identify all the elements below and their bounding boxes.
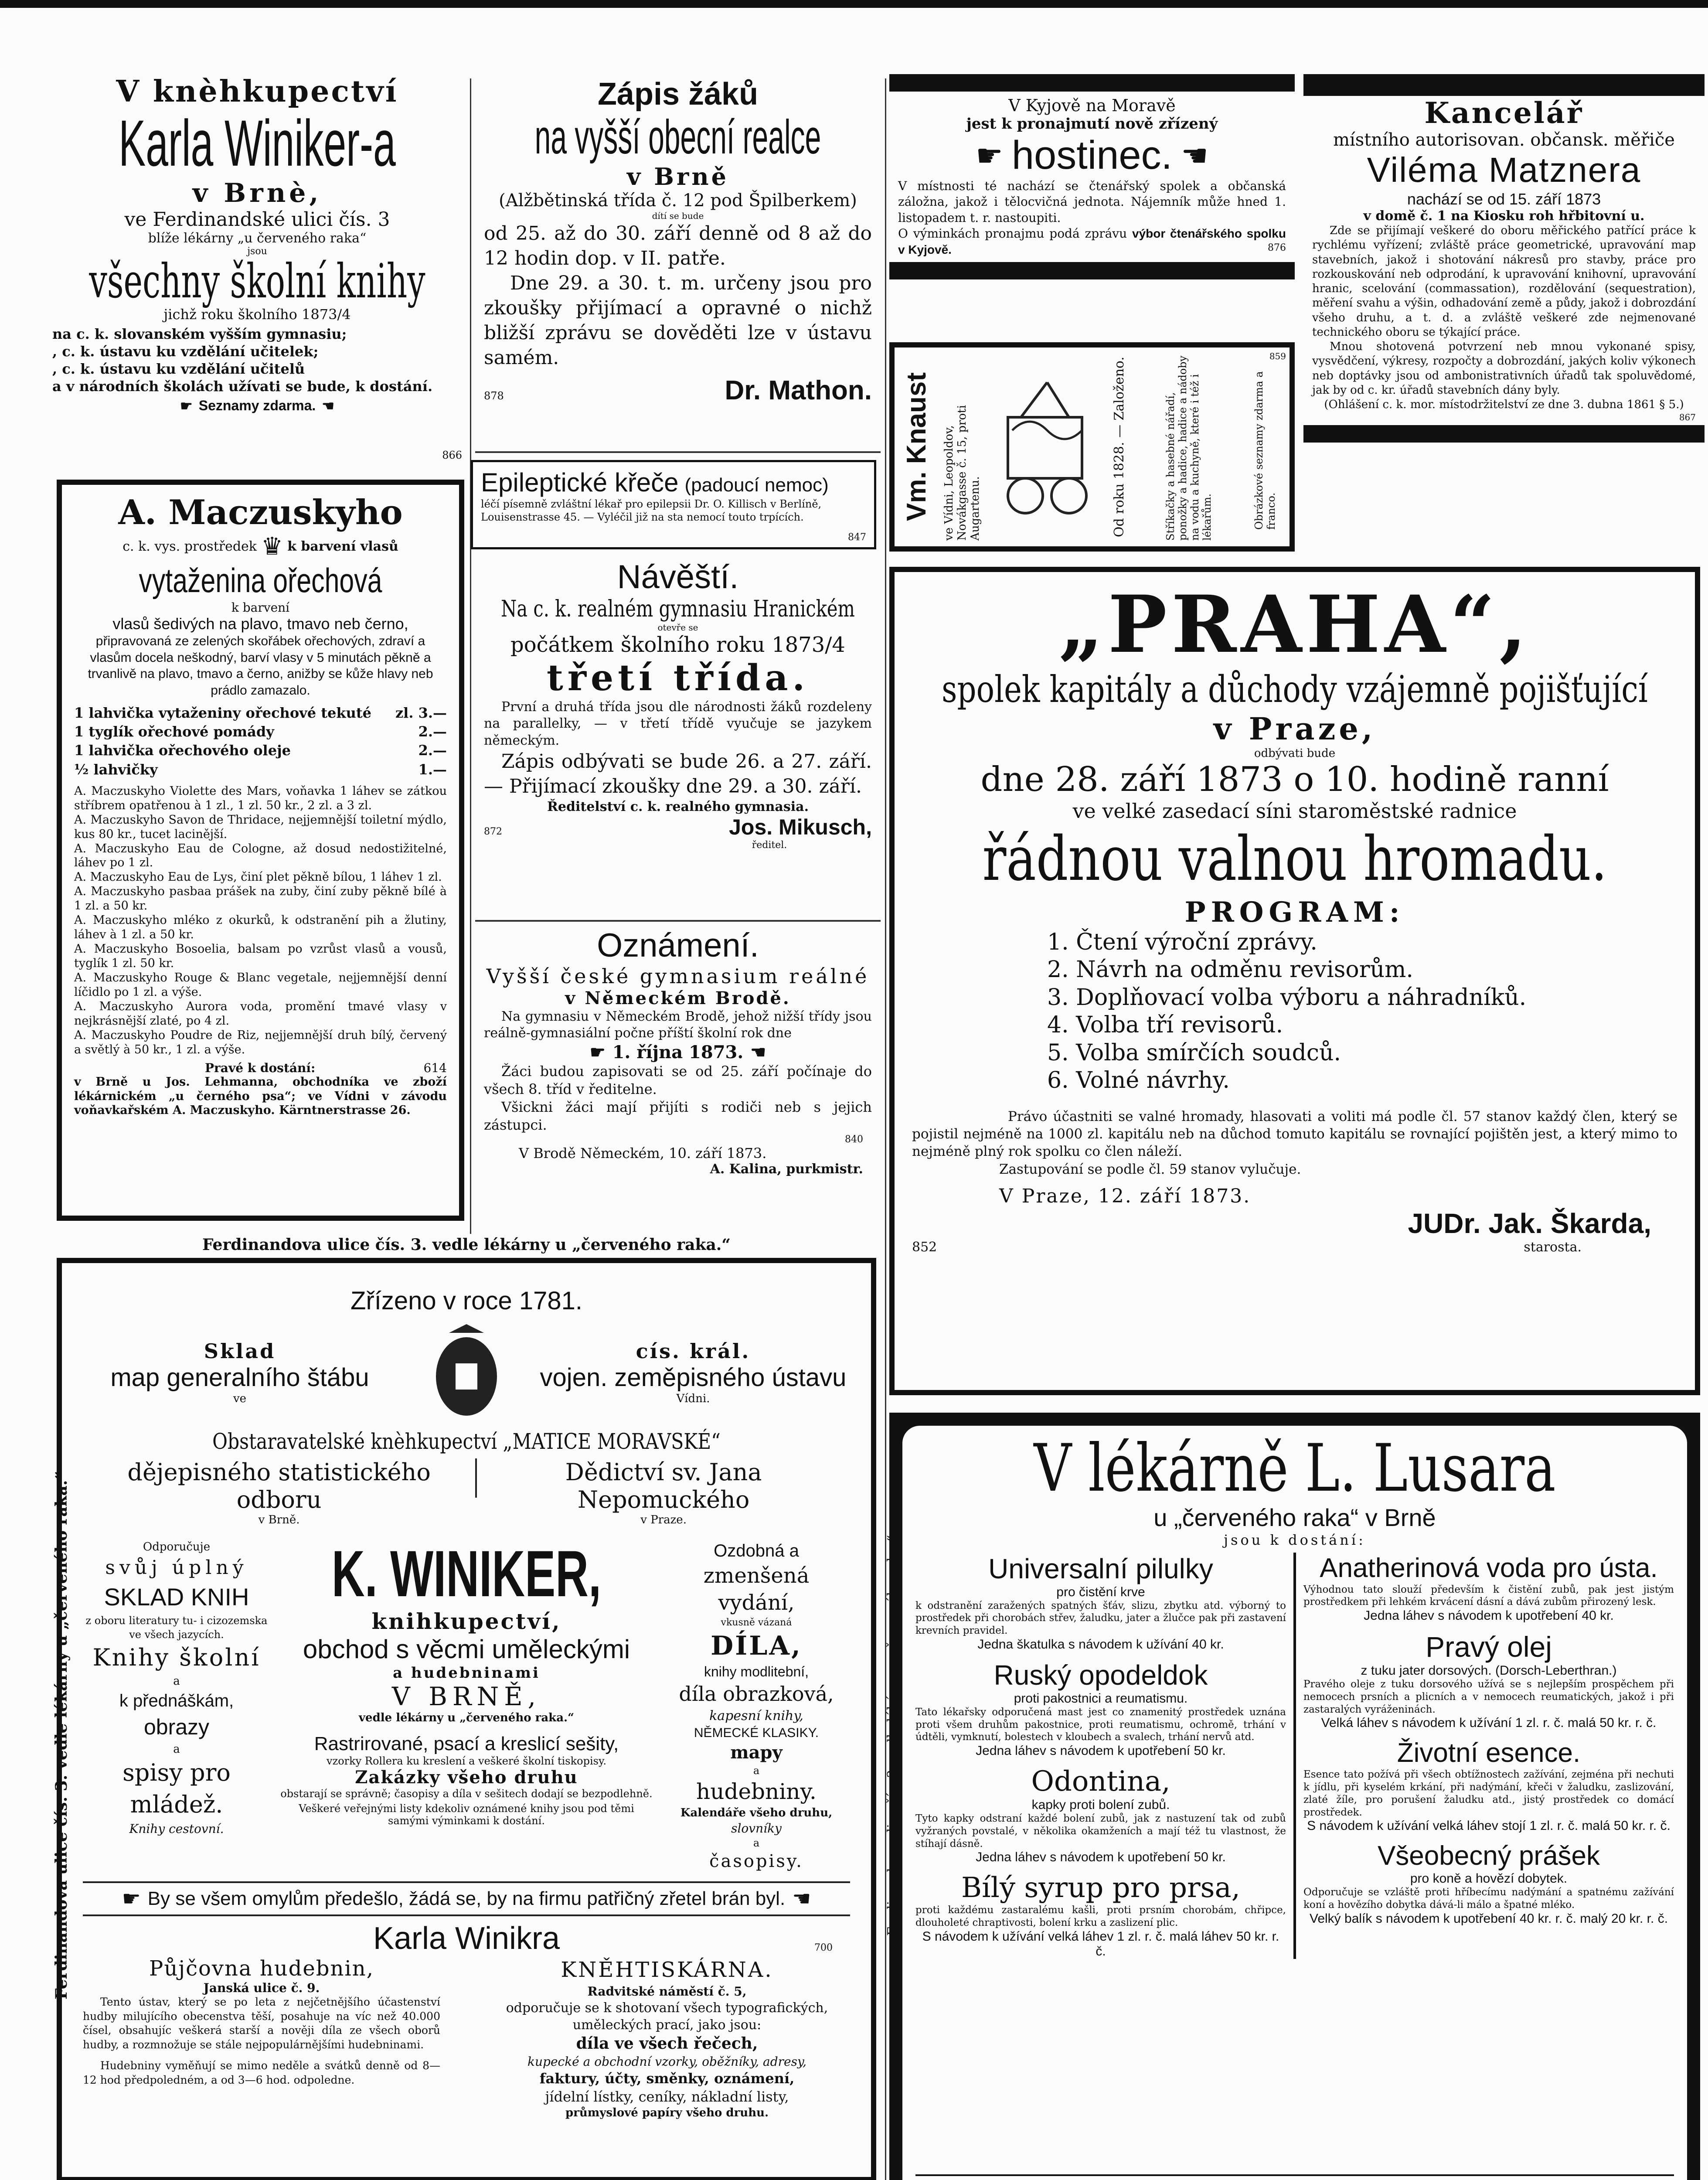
product-sub: kapky proti bolení zubů.	[1031, 1798, 1170, 1812]
col-line: Odporučuje	[143, 1540, 211, 1553]
ad-small: jsou	[247, 245, 267, 257]
ad-body: od 25. až do 30. září denně od 8 až do 12 hodin dop. v II. patře.	[484, 222, 872, 269]
ad-praha	[889, 567, 1700, 1395]
ad-title: Návěští.	[617, 559, 739, 596]
ad-zapis-zaku	[475, 76, 881, 451]
program-title: PROGRAM:	[1184, 896, 1405, 929]
col-line: hudebniny.	[696, 1778, 817, 1804]
program-item: 3. Doplňovací volba výboru a náhradníků.	[1047, 984, 1527, 1011]
col-line: z oboru literatury tu- i cizozemska ve všech jazycích.	[85, 1615, 268, 1641]
list-item: A. Maczuskyho Savon de Thridace, nejjemnější toiletní mýdlo, kus 80 kr., tucet lacinější.	[74, 813, 447, 841]
col-line: slovníky	[731, 1821, 782, 1836]
ad-number: 876	[1268, 242, 1286, 253]
product-sub: pro koně a hovězí dobytek.	[1410, 1871, 1568, 1886]
ad-title: Oznámení.	[597, 927, 759, 964]
top-edge-bar	[0, 0, 1708, 8]
ad-small: dítí se bude	[652, 210, 704, 221]
ad-number: 872	[484, 826, 502, 837]
product-title: Anatherinová voda pro ústa.	[1320, 1553, 1658, 1583]
frame-bar	[1303, 425, 1705, 443]
price-value: 2.—	[418, 742, 447, 759]
ad-small: ve	[233, 1392, 247, 1405]
ad-founded: Zřízeno v roce 1781.	[350, 1287, 582, 1315]
price-label: ½ lahvičky	[74, 761, 158, 778]
ad-line: vzorky Rollera ku kreslení a veškeré školní tiskopisy.	[327, 1754, 606, 1767]
product-body: k odstranění zaražených spatných šťáv, slizu, zbytku atd. výborný to prostředek při chorobách střev, žaludku, jater a žlučce pak při zastavení krevních pravidel.	[915, 1600, 1286, 1636]
ad-title: Kancelář	[1424, 96, 1584, 130]
frame-bar	[889, 262, 1295, 279]
ad-signature: A. Kalina, purkmistr.	[710, 1161, 863, 1177]
ad-line: v Praze,	[1213, 711, 1376, 747]
ad-line: místního autorisovan. občansk. měřiče	[1333, 130, 1675, 150]
product-price: Jedna láhev s návodem k upotřebení 40 kr.	[1364, 1608, 1614, 1623]
ad-title: Epileptické křeče	[481, 468, 679, 497]
ad-body: Všickni žáci mají přijíti s rodiči neb s jejich zástupci.	[484, 1098, 872, 1133]
col-line: NĚMECKÉ KLASIKY.	[694, 1725, 819, 1740]
ad-small: Vídni.	[676, 1392, 710, 1405]
ad-line: knihkupectví,	[371, 1608, 561, 1634]
product-price: Velký balík s návodem k upotřebení 40 kr. r. č. malý 20 kr. r. č.	[1309, 1911, 1668, 1926]
ad-body: Zápis odbývati se bude 26. a 27. září. — Přijímací zkoušky dne 29. a 30. září.	[484, 750, 872, 798]
ad-subtitle: na vyšší obecní realce	[534, 110, 821, 164]
list-item: A. Maczuskyho Aurora voda, promění tmavé vlasy v nejkrásnější zlaté, po 4 zl.	[74, 999, 447, 1028]
ad-body: První a druhá třída jsou dle národnosti žáků rozdeleny na parallelky, — v třetí třídě vyučuje se jazykem německým.	[484, 699, 872, 748]
program-item: 4. Volba tří revisorů.	[1047, 1012, 1283, 1039]
ad-knaust	[889, 342, 1295, 552]
ad-line: jsou k dostání:	[1224, 1531, 1366, 1548]
ad-line: vlasů šedivých na plavo, tmavo neb černo,	[112, 615, 408, 633]
ad-number: 852	[912, 1239, 937, 1255]
divider	[475, 920, 881, 922]
eagle-icon: ♛	[261, 532, 283, 561]
ad-line: v Německém Brodě.	[565, 988, 791, 1008]
ad-line: obchod s věcmi uměleckými	[303, 1634, 630, 1664]
ad-line: Od roku 1828. — Založeno.	[1111, 356, 1127, 538]
ad-line: Obstaravatelské knèhkupectví „MATICE MORAVSKÉ“	[212, 1429, 721, 1454]
ad-number: 866	[442, 449, 462, 461]
ad-kyjov-hostinec	[889, 74, 1295, 331]
ad-line: odporučuje se k shotovaní všech typografických, uměleckých prací, jako jsou:	[506, 2000, 828, 2033]
ad-title: Zápis žáků	[597, 77, 759, 112]
eagle-crest-icon	[423, 1324, 510, 1420]
ad-line: Veškeré veřejnými listy kdekoliv oznámené knihy jsou pod těmi samými výminkami k dostání.	[299, 1802, 634, 1827]
ad-small: v Praze.	[640, 1513, 687, 1526]
ad-line: počátkem školního roku 1873/4	[510, 633, 845, 657]
ad-small: otevře se	[657, 622, 698, 633]
ad-signature: Ředitelství c. k. realného gymnasia.	[547, 799, 809, 814]
col-line: knihy modlitební,	[704, 1664, 809, 1680]
ad-year: jichž roku školního 1873/4	[163, 306, 351, 323]
col-line: díla obrazková,	[679, 1682, 834, 1706]
ad-line: c. k. vys. prostředek	[122, 539, 257, 554]
product-sub: proti pakostnici a reumatismu.	[1014, 1691, 1188, 1706]
ad-line: obstarají se správně; časopisy a díla v sešitech dodají se bezpodlehně.	[280, 1787, 653, 1800]
product-body: Esence tato požívá při všech obtížnostech zažívání, zejména při nechuti k jídlu, při kyselém krkání, při nadýmání, křeči v žaludku, zaslizování, zlaté žíle, pro porušení žaludku atd., jistý prostředek co domácí prostředek.	[1303, 1769, 1674, 1818]
ad-subtitle: (padoucí nemoc)	[684, 474, 829, 496]
product-body: Tato lékařsky odporučená mast jest co znamenitý prostředek uznána proti všem druhům pakostnice, proti reumatismu, ochromě, trhání v údtěli, vymknutí, bolestech v kloubech a svalech, trhání nervů atd.	[915, 1706, 1286, 1743]
ad-number: 840	[845, 1134, 863, 1145]
col-line: časopisy.	[709, 1851, 803, 1872]
col-line: mapy	[730, 1742, 783, 1763]
price-value: 2.—	[418, 723, 447, 740]
ad-line: map generalního štábu	[110, 1363, 369, 1392]
ad-signature: JUDr. Jak. Škarda,	[1408, 1207, 1651, 1239]
col-line: zmenšená vydání,	[703, 1563, 810, 1615]
ad-line: dne 28. září 1873 o 10. hodině ranní	[980, 760, 1609, 799]
ad-city: v Brně	[627, 162, 729, 191]
ad-line: v domě č. 1 na Kiosku roh hřbitovní u.	[1363, 208, 1645, 224]
ad-headline: řádnou valnou hromadu.	[982, 824, 1607, 895]
ad-body: Obrázkové seznamy zdarma a franco.	[1253, 371, 1277, 530]
pointing-hand-icon: ☚	[750, 1042, 766, 1063]
col-line: a	[753, 1837, 760, 1850]
ad-line: vojen. zeměpisného ústavu	[540, 1363, 847, 1392]
product-title: Pravý olej	[1426, 1631, 1552, 1663]
list-item: A. Maczuskyho mléko z okurků, k odstranění pih a žlutiny, láhev à 1 zl. a 50 kr.	[74, 913, 447, 942]
product-price: Jedna láhev s návodem k upotřebení 50 kr.	[976, 1744, 1226, 1758]
pointing-hand-icon: ☛	[122, 1887, 141, 1911]
pointing-hand-icon: ☚	[322, 397, 334, 414]
ad-line: vedle lékárny u „červeného raka.“	[358, 1711, 575, 1724]
ad-body: léčí písemně zvláštní lékař pro epilepsii Dr. O. Killisch v Berlíně, Louisenstrasse 45. — Vyléčil již na sta nemocí touto trpících.	[481, 498, 822, 523]
ad-line: Zakázky všeho druhu	[355, 1767, 578, 1788]
product-sub: pro čistění krve	[1056, 1584, 1145, 1599]
product-title: Bílý syrup pro prsa,	[961, 1872, 1240, 1904]
list-item: A. Maczuskyho pasbaa prášek na zuby, činí zuby pěkně bílé à 1 zl. a 50 kr.	[74, 885, 447, 913]
ad-line: spolek kapitály a důchody vzájemně pojišťující	[942, 668, 1648, 711]
price-value: 1.—	[418, 761, 447, 778]
col-line: Knihy cestovní.	[129, 1822, 224, 1836]
ad-number: 614	[423, 1060, 447, 1075]
ad-navesti	[475, 558, 881, 920]
ad-line: Radvitské náměstí č. 5,	[587, 1984, 747, 1999]
product-title: Ruský opodeldok	[993, 1659, 1208, 1691]
ad-title: A. Maczuskyho	[118, 493, 403, 532]
pointing-hand-icon: ☛	[976, 137, 1003, 174]
ad-subheading: KNĚHTISKÁRNA.	[561, 1958, 773, 1982]
col-line: k přednáškám,	[119, 1691, 234, 1710]
ad-winiker-bookstore	[52, 74, 462, 467]
col-line: SKLAD KNIH	[104, 1583, 249, 1611]
ad-catalog-note: Seznamy zdarma.	[198, 398, 316, 414]
ad-body: Na gymnasiu v Německém Brodě, jehož nižší třídy jsou reálně-gymnasiální počne příští školní rok dne	[484, 1009, 872, 1041]
product-title: Životní esence.	[1397, 1738, 1581, 1768]
pointing-hand-icon: ☚	[792, 1887, 811, 1911]
program-item: 5. Volba smírčích soudců.	[1047, 1039, 1341, 1066]
col-line: svůj úplný	[105, 1557, 248, 1579]
ad-body: Zastupování se podle čl. 59 stanov vylučuje.	[999, 1161, 1301, 1177]
frame-bar	[1303, 74, 1705, 96]
ad-line: Pravé k dostání:	[205, 1060, 316, 1075]
ad-number: 878	[484, 389, 504, 402]
ad-body: Zde se přijímají veškeré do oboru měřického patřící práce k rychlému vyřízení; zvláště práce geometrické, upravování map stavebních, jakož i shotování nákresů pro stavby, práce pro rozkouskování neb odprodání, k upravování knihovní, upravování hranic, scelování (commassation), rozdělování (sequestration), měření svahu a výšin, odhadování země a půdy, jakož i dobrozdání všeho druhu, a t. d. a zvláště veškeré zde nejmenované technického oboru se týkající práce.	[1312, 224, 1696, 339]
list-item: A. Maczuskyho Bosoelia, balsam po vzrůst vlasů a vousů, tyglík 1 zl. 50 kr.	[74, 942, 447, 970]
ad-line: faktury, účty, směnky, oznámení,	[539, 2070, 795, 2087]
ad-subheading: Půjčovna hudebnin,	[149, 1956, 374, 1981]
ad-line: Dědictví sv. Jana Nepomuckého	[565, 1458, 762, 1513]
frame-bar	[889, 74, 1295, 92]
ad-number: 859	[1269, 351, 1286, 361]
product-title: Odontina,	[1031, 1765, 1170, 1798]
ad-name: Viléma Matznera	[1367, 150, 1641, 189]
price-row	[74, 760, 447, 779]
ad-body: Žáci budou zapisovati se od 25. září počínaje do všech 8. tříd v ředitelne.	[484, 1063, 872, 1097]
ad-body: Tento ústav, který se po leta z nejčetnějšího účastenství hudby milujícího obecenstva těší, posahuje na víc než 40.000 čísel, obsahujíc veškerá starší a nověji díla ze všech oborů hudby, a rozmnožuje se stále nejpopulárnějšími hudebninami.	[83, 1996, 440, 2051]
ad-school-line: , c. k. ústavu ku vzdělání učitelů	[52, 360, 305, 377]
price-value: zl. 3.—	[395, 705, 447, 721]
col-line: Kalendáře všeho druhu,	[680, 1806, 833, 1819]
ad-line: Na c. k. realném gymnasiu Hranickém	[501, 596, 855, 622]
product-title: Všeobecný prášek	[1377, 1841, 1600, 1871]
ad-body: Mnou shotovená potvrzení neb mnou vykonané spisy, vysvědčení, výkresy, rozpočty a dobrozdání, jakých koliv výkonech neb doptávky jsou od ambonistrativních úřadů tak spoluvědomé, jak by od c. kr. úřadů stavebních dány byly.	[1312, 340, 1696, 397]
product-body: Tyto kapky odstraní každé bolení zubů, jak z nastuzení tak od zubů vyžraných povstalé, v několika okamženích a mají též tu vlastnost, že stíhají dásně.	[915, 1813, 1286, 1850]
col-line: a	[173, 1743, 180, 1756]
ad-near: blíže lékárny „u červeného raka“	[148, 230, 367, 246]
ad-line: Vyšší české gymnasium reálné	[486, 964, 870, 988]
pointing-hand-icon: ☚	[1181, 137, 1208, 174]
ad-line: díla ve všech řečech,	[576, 2034, 758, 2053]
ad-line: kupecké a obchodní vzorky, oběžníky, adresy,	[527, 2054, 806, 2069]
col-line: Ozdobná a	[714, 1541, 799, 1560]
ad-body: Právo účastniti se valné hromady, hlasovati a voliti má podle čl. 57 stanov každý člen, který se pojistil nejméně na 1000 zl. kapitálu neb na důchod tomuto kapitálu se rovnající pojištěn jest, a který mimo to nejméně plný rok spolku co člen náleží.	[912, 1108, 1677, 1160]
ad-name: Karla Winikra	[373, 1921, 560, 1956]
ad-line: Janská ulice č. 9.	[203, 1981, 320, 1996]
product-price: Jedna škatulka s návodem k užívání 40 kr.	[977, 1637, 1224, 1652]
ad-lusar	[889, 1413, 1700, 2180]
ad-place: V Brodě Německém, 10. září 1873.	[519, 1144, 767, 1162]
price-row	[74, 741, 447, 760]
ad-body: připravovaná ze zelených skořábek ořechových, zdraví a vlasům docela neškodný, barví vlasy v 5 minutách pěkně a trvanlivě na plavo, tmavo a černo, anižby se kůže hlavy neb prádlo zamazalo.	[88, 634, 433, 698]
ad-line: průmyslové papíry všeho druhu.	[565, 2106, 769, 2120]
ad-body: (Ohlášení c. k. mor. místodržitelství ze dne 3. dubna 1861 § 5.)	[1324, 398, 1684, 412]
side-text-left: Ferdinandova ulice čís. 3. vedle lékárny u „červeného raka.“	[52, 1471, 71, 2000]
ad-address: (Alžbětinská třída č. 12 pod Špilberkem)	[499, 190, 857, 211]
ad-oznameni	[475, 926, 881, 1227]
ad-notice: By se všem omylům předešlo, žádá se, by na firmu patřičný zřetel brán byl.	[147, 1888, 786, 1910]
product-price: Velká láhev s návodem k užívání 1 zl. r. č. malá 50 kr. r. č.	[1321, 1716, 1657, 1730]
fire-engine-illustration	[995, 365, 1095, 531]
list-item: A. Maczuskyho Rouge & Blanc vegetale, nejjemnější denní líčidlo po 1 zl. a výše.	[74, 971, 447, 999]
product-price: Jedna láhev s návodem k upotřebení 50 kr.	[976, 1850, 1226, 1865]
product-title: Universalní pilulky	[988, 1553, 1213, 1584]
list-item: A. Maczuskyho Poudre de Riz, nejjemnější druh bílý, červený a světlý à 50 kr., 1 zl. a výše.	[74, 1028, 447, 1056]
product-sub: z tuku jater dorsových. (Dorsch-Leberthran.)	[1361, 1663, 1617, 1678]
ad-signature: Jos. Mikusch,	[729, 814, 872, 839]
divider	[1293, 1553, 1296, 1959]
ad-school-line: na c. k. slovanském vyšším gymnasiu;	[52, 325, 347, 342]
ad-address: ve Vídni, Leopoldov, Novákgasse č. 15, proti Augartenu.	[942, 405, 982, 541]
ad-top-bar-text: Ferdinandova ulice čís. 3. vedle lékárny u „červeného raka.“	[202, 1236, 731, 1254]
list-item: A. Maczuskyho Eau de Cologne, až dosud nedostižitelné, láhev po 1 zl.	[74, 841, 447, 870]
ad-line: u „červeného raka“ v Brně	[1153, 1503, 1436, 1531]
ad-school-line: , c. k. ústavu ku vzdělání učitelek;	[52, 343, 319, 360]
product-price: S návodem k užívání velká láhev 1 zl. r. č. malá láhev 50 kr. r. č.	[922, 1929, 1279, 1959]
ad-line: V BRNĚ,	[391, 1681, 541, 1711]
ad-line: cís. král.	[636, 1339, 751, 1363]
list-item: A. Maczuskyho Eau de Lys, činí plet pěkně bílou, 1 láhev 1 zl.	[74, 870, 442, 884]
ad-line: V knèhkupectví	[116, 74, 398, 109]
col-line: vkusně vázaná	[721, 1617, 792, 1628]
ad-line: V Kyjově na Moravě	[1008, 96, 1176, 115]
col-line: a	[173, 1674, 180, 1688]
ad-line: Rastrirované, psací a kreslicí sešity,	[314, 1733, 619, 1754]
list-item: A. Maczuskyho Violette des Mars, voňavka 1 láhev se zátkou stříbrem opatřenou à 1 zl., 1 zl. 50 kr., 2 zl. a 3 zl.	[74, 784, 447, 812]
pointing-hand-icon: ☛	[589, 1042, 606, 1063]
ad-line: jest k pronajmutí nově zřízený	[966, 115, 1218, 133]
program-item: 6. Volné návrhy.	[1047, 1067, 1230, 1094]
ad-signature: Dr. Mathon.	[725, 375, 872, 405]
ad-city: v Brnè,	[192, 177, 322, 208]
ad-small: v Brně.	[258, 1513, 300, 1526]
ad-company-name: Karla Winiker-a	[119, 106, 396, 180]
column-rule	[470, 78, 471, 1234]
ad-body: O výminkách pronajmu podá zprávu	[898, 226, 1127, 241]
ad-line: nachází se od 15. září 1873	[1407, 190, 1601, 208]
ad-street: ve Ferdinandské ulici čís. 3	[124, 208, 390, 231]
ad-company-name: Vm. Knaust	[901, 372, 932, 521]
ad-maczusky	[57, 480, 464, 1221]
ad-role: starosta.	[1524, 1239, 1582, 1255]
ad-body: Dne 29. a 30. t. m. určeny jsou pro zkoušky přijímací a opravné o nichž bližší zprávu se dověděti lze v ústavu samém.	[484, 272, 872, 369]
col-line: obrazy	[143, 1714, 210, 1739]
ad-place: V Praze, 12. září 1873.	[999, 1185, 1251, 1207]
price-row	[74, 704, 447, 722]
ad-body: Hudebniny vyměňují se mimo neděle a svátků denně od 8—12 hod předpoledném, a od 3—6 hod. odpoledne.	[83, 2059, 440, 2086]
product-body: Odporučuje se vzláště proti hříbecímu nadýmání a spatnému zažívání koní a hovězího dobytka dává-li málo a špatné mléko.	[1303, 1887, 1674, 1911]
ad-epilepsy	[471, 460, 876, 549]
ad-body-bold: výbor čtenářského spolku v Kyjově.	[898, 227, 1286, 256]
ad-body: V místnosti té nachází se čtenářský spolek a občanská záložna, jakož i tělocvičná jednota. Nájemník může hned 1. listopadem t. r. nastoupiti.	[898, 179, 1286, 225]
col-line: a	[753, 1764, 760, 1777]
ad-date: 1. října 1873.	[612, 1042, 744, 1063]
ad-matzner	[1303, 74, 1705, 558]
price-row	[74, 722, 447, 741]
ad-number: 847	[848, 532, 866, 543]
ad-school-line: a v národních školách užívati se bude, k dostání.	[52, 378, 433, 395]
ad-title: V lékárně L. Lusara	[1034, 1431, 1556, 1506]
ad-body: v Brně u Jos. Lehmanna, obchodníka ve zboží lékárnickém „u černého psa“; ve Vídni v závodu voňavkařském A. Maczuskyho. Kärntnerstrasse 26.	[74, 1075, 447, 1117]
ad-role: ředitel.	[752, 839, 787, 851]
col-line: kapesní knihy,	[709, 1708, 803, 1724]
col-line: DÍLA,	[711, 1631, 802, 1662]
price-label: 1 tyglík ořechové pomády	[74, 723, 274, 740]
pointing-hand-icon: ☛	[180, 397, 193, 414]
ad-headline: všechny školní knihy	[89, 254, 425, 309]
ad-line: dějepisného statistického odboru	[127, 1458, 431, 1513]
ad-number: 700	[814, 1942, 833, 1954]
ad-headline: třetí třída.	[546, 657, 810, 699]
ad-title: „PRAHA“,	[1058, 579, 1531, 671]
ad-line: k barvení	[231, 600, 290, 615]
product-body: Pravého oleje z tuku dorsového užívá se s nejlepším prospěchem při nemocech prsních a plicních a v nemocech reumatických, jakož i při zastaralých vyráženinách.	[1303, 1679, 1674, 1715]
product-body: proti každému zastaralému kašli, proti prsním chorobám, chřipce, dlouholeté chraptivosti, bolení krku a zaslizení plic.	[915, 1904, 1286, 1928]
ad-title: hostinec.	[1011, 133, 1173, 177]
price-label: 1 lahvička vytaženiny ořechové tekuté	[74, 705, 371, 721]
program-item: 1. Čtení výroční zprávy.	[1047, 929, 1317, 955]
price-label: 1 lahvička ořechového oleje	[74, 742, 291, 759]
ad-line: ve velké zasedací síni staroměstské radnice	[1072, 799, 1517, 823]
divider	[475, 451, 881, 453]
ad-company-name: K. WINIKER,	[331, 1537, 602, 1610]
col-line: spisy pro mládež.	[122, 1759, 231, 1819]
ad-body: Stříkačky a hasebné nářadí, ponožky a hadice, hadice a nádoby na vodu a kuchyně, které i též i lékařům.	[1164, 355, 1213, 541]
ad-line: k barvení vlasů	[287, 539, 398, 554]
product-body: Výhodnou tato slouží především k čistění zubů, pak jest jistým prostředkem při lehkém krvácení dásní a dává zubům přirozený lesk.	[1303, 1584, 1674, 1608]
col-line: Knihy školní	[92, 1643, 261, 1671]
ad-winiker-bottom	[52, 1234, 876, 2180]
ad-number: 867	[1679, 412, 1696, 423]
ad-line: jídelní lístky, ceníky, nákladní listy,	[545, 2088, 789, 2105]
ad-product: vytaženina ořechová	[139, 561, 382, 600]
ad-line: Sklad	[204, 1339, 276, 1363]
program-item: 2. Návrh na odměnu revisorům.	[1047, 957, 1413, 983]
product-price: S návodem k užívání velká láhev stojí 1 zl. r. č. malá 50 kr. r. č.	[1307, 1819, 1671, 1833]
ad-small: odbývati bude	[1254, 747, 1336, 760]
ad-line: a hudebninami	[393, 1664, 540, 1682]
